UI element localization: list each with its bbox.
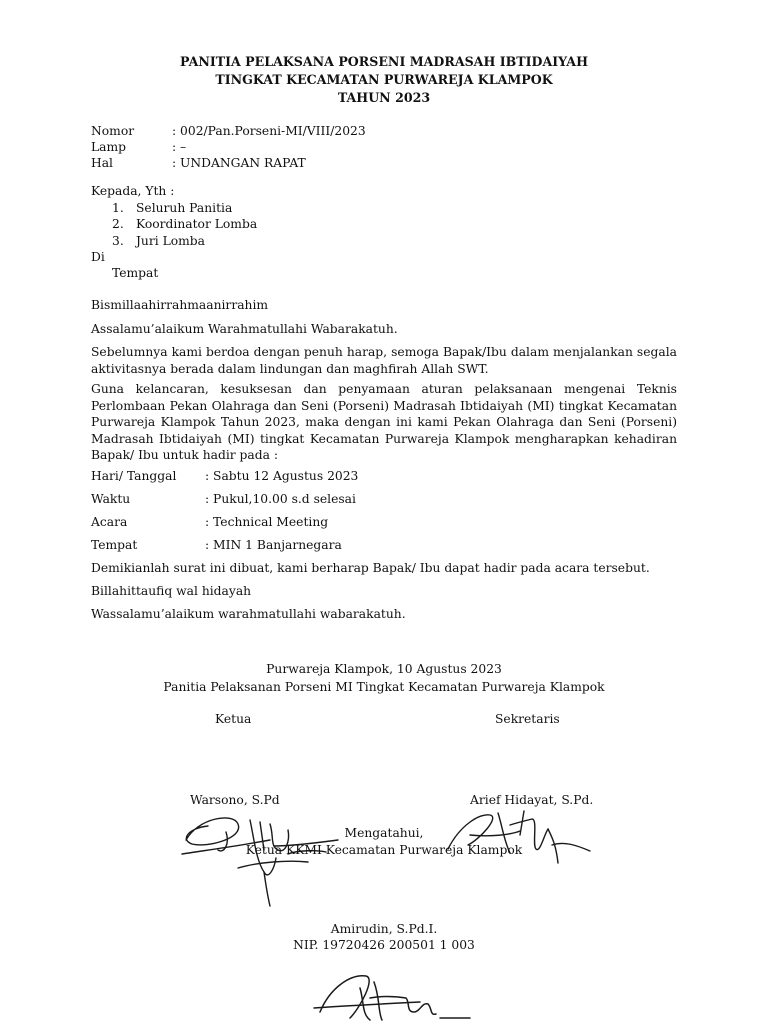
meta-hal-label: Hal [91,156,113,170]
event-label: Waktu [91,492,131,506]
recipient-item [112,234,206,248]
event-value: : MIN 1 Banjarnegara [205,538,342,552]
mengetahui-label: Mengatahui, [344,826,424,840]
sekretaris-title: Sekretaris [495,712,560,726]
committee-title: Panitia Pelaksanan Porseni MI Tingkat Kecamatan Purwareja Klampok [163,680,605,694]
paragraph-2: Guna kelancaran, kesuksesan dan penyamaan aturan pelaksanaan mengenai Teknis Perlombaan Pekan Olahraga dan Seni (Porseni) Madrasah Ibtidaiyah (MI) tingkat Kecamatan Purwareja Klampok Tahun 2023, maka dengan ini kami Pekan Olahraga dan Seni (Porseni) Madrasah Ibtidaiyah (MI) tingkat Kecamatan Purwareja Klampok mengharapkan kehadiran Bapak/ Ibu untuk hadir pada : [91,382,677,462]
ketua-title: Ketua [215,712,252,726]
recipients-intro: Kepada, Yth : [91,184,175,198]
bismillah-text: Bismillaahirrahmaanirrahim [91,298,269,312]
salam-opening: Assalamu’alaikum Warahmatullahi Wabarakatuh. [91,322,398,336]
recipients-di: Di [91,250,105,264]
meta-lamp-label: Lamp [91,140,127,154]
meta-nomor-value: : 002/Pan.Porseni-MI/VIII/2023 [172,124,366,138]
recipient-text: Seluruh Panitia [136,201,233,215]
header-line-3: TAHUN 2023 [337,90,431,105]
event-value: : Technical Meeting [205,515,329,529]
closing-line-1: Demikianlah surat ini dibuat, kami berharap Bapak/ Ibu dapat hadir pada acara tersebut. [91,561,650,575]
kkmi-nip: NIP. 19720426 200501 1 003 [293,938,475,952]
kkmi-title: Ketua KKMI Kecamatan Purwareja Klampok [245,843,523,857]
closing-line-2: Billahittaufiq wal hidayah [91,584,252,598]
recipient-item [112,217,258,231]
recipient-num: 2. [112,217,124,231]
ketua-name: Warsono, S.Pd [190,793,280,807]
recipient-num: 3. [112,234,124,248]
event-label: Tempat [91,538,138,552]
closing-line-3: Wassalamu’alaikum warahmatullahi wabarakatuh. [91,607,406,621]
event-value: : Pukul,10.00 s.d selesai [205,492,356,506]
sekretaris-name: Arief Hidayat, S.Pd. [470,793,594,807]
ketua-signature [178,810,348,910]
meta-lamp-value: : – [172,140,187,154]
paragraph-1: Sebelumnya kami berdoa dengan penuh harap, semoga Bapak/Ibu dalam menjalankan segala aktivitasnya berada dalam lindungan dan maghfirah Allah SWT. [91,345,677,376]
sekretaris-signature [440,805,600,875]
meta-hal-value: : UNDANGAN RAPAT [172,156,306,170]
recipient-text: Koordinator Lomba [136,217,258,231]
recipients-tempat: Tempat [112,266,159,280]
recipient-text: Juri Lomba [136,234,206,248]
kkmi-signature [310,968,480,1024]
event-label: Hari/ Tanggal [91,469,177,483]
meta-nomor-label: Nomor [91,124,135,138]
header-line-2: TINGKAT KECAMATAN PURWAREJA KLAMPOK [215,72,553,87]
recipient-num: 1. [112,201,124,215]
recipient-item [112,201,233,215]
place-date: Purwareja Klampok, 10 Agustus 2023 [266,662,502,676]
header-line-1: PANITIA PELAKSANA PORSENI MADRASAH IBTIDAIYAH [180,54,588,69]
kkmi-name: Amirudin, S.Pd.I. [330,922,438,936]
event-label: Acara [91,515,128,529]
event-value: : Sabtu 12 Agustus 2023 [205,469,359,483]
